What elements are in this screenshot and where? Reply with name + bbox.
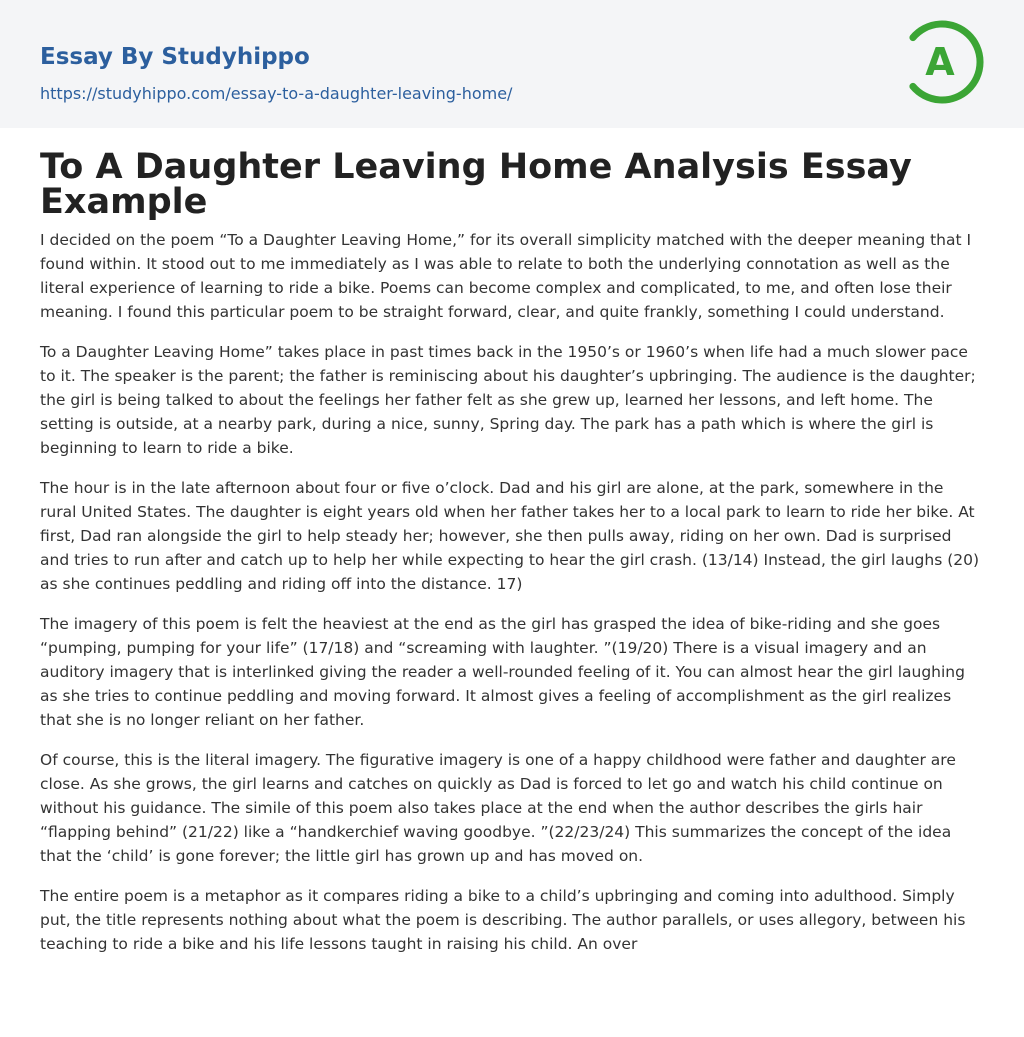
essay-paragraph: Of course, this is the literal imagery. The figurative imagery is one of a happy childhood were father and daughter are close. As she grows, the girl learns and catches on quickly as Dad is forced to let go and watch his child continue on without his guidance. The simile of this poem also takes place at the end when the author describes the girls hair “flapping behind” (21/22) like a “handkerchief waving goodbye. ”(22/23/24) This summarizes the concept of the idea that the ‘child’ is gone forever; the little girl has grown up and has moved on. (40, 751, 956, 865)
studyhippo-logo (900, 20, 984, 104)
site-header (0, 0, 1024, 128)
logo-icon (900, 20, 984, 104)
essay-content (0, 128, 1024, 956)
essay-paragraph: To a Daughter Leaving Home” takes place in past times back in the 1950’s or 1960’s when life had a much slower pace to it. The speaker is the parent; the father is reminiscing about his daughter’s upbringing. The audience is the daughter; the girl is being talked to about the feelings her father felt as she grew up, learned her lessons, and left home. The setting is outside, at a nearby park, during a nice, sunny, Spring day. The park has a path which is where the girl is beginning to learn to ride a bike. (40, 343, 976, 457)
essay-paragraph: The hour is in the late afternoon about four or five o’clock. Dad and his girl are alone, at the park, somewhere in the rural United States. The daughter is eight years old when her father takes her to a local park to learn to ride her bike. At first, Dad ran alongside the girl to help steady her; however, she then pulls away, riding on her own. Dad is surprised and tries to run after and catch up to help her while expecting to hear the girl crash. (13/14) Instead, the girl laughs (20) as she continues peddling and riding off into the distance. 17) (40, 479, 980, 593)
site-title: Essay By Studyhippo (40, 44, 310, 70)
essay-paragraph: The imagery of this poem is felt the heaviest at the end as the girl has grasped the idea of bike-riding and she goes “pumping, pumping for your life” (17/18) and “screaming with laughter. ”(19/20) There is a visual imagery and an auditory imagery that is interlinked giving the reader a well-rounded feeling of it. You can almost hear the girl laughing as she tries to continue peddling and moving forward. It almost gives a feeling of accomplishment as the girl realizes that she is no longer reliant on her father. (40, 615, 965, 729)
page-title: To A Daughter Leaving Home Analysis Essay Example (40, 147, 912, 222)
essay-paragraph: The entire poem is a metaphor as it compares riding a bike to a child’s upbringing and coming into adulthood. Simply put, the title represents nothing about what the poem is describing. The author parallels, or uses allegory, between his teaching to ride a bike and his life lessons taught in raising his child. An over (40, 887, 966, 953)
source-url-row (40, 84, 984, 104)
logo-letter: A (925, 40, 955, 84)
source-url-link[interactable]: https://studyhippo.com/essay-to-a-daughter-leaving-home/ (40, 84, 513, 103)
essay-paragraph: I decided on the poem “To a Daughter Leaving Home,” for its overall simplicity matched with the deeper meaning that I found within. It stood out to me immediately as I was able to relate to both the underlying connotation as well as the literal experience of learning to ride a bike. Poems can become complex and complicated, to me, and often lose their meaning. I found this particular poem to be straight forward, clear, and quite frankly, something I could understand. (40, 231, 972, 321)
